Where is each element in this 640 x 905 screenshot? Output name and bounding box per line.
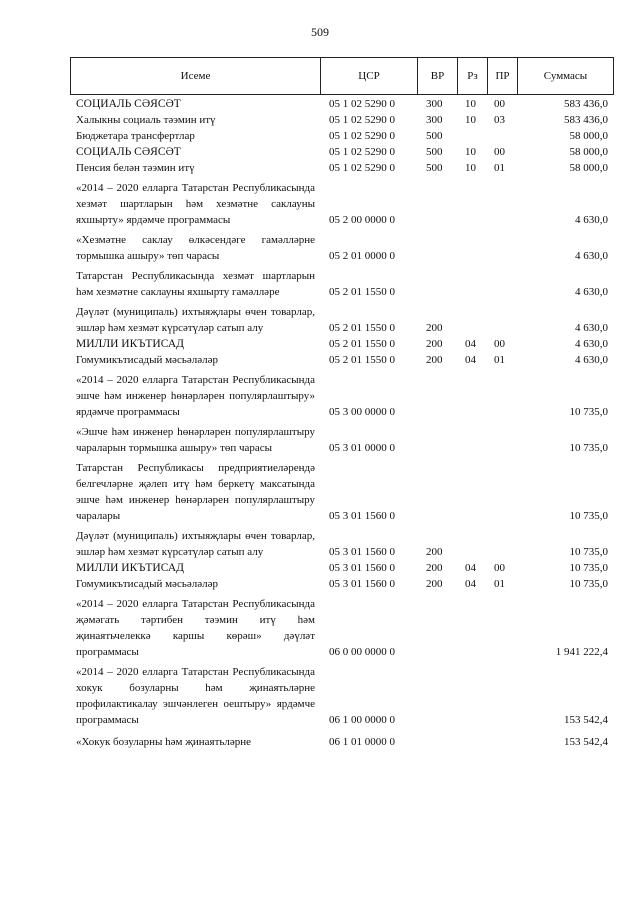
row-name: «Хокук бозуларны һәм җинаятьләрне: [76, 736, 252, 748]
row-sum: 10 735,0: [569, 546, 608, 558]
header-csr: ЦСР: [321, 58, 418, 94]
row-csr: 05 1 02 5290 0: [329, 146, 395, 158]
row-pr: 03: [494, 114, 505, 126]
table-row: [70, 304, 614, 336]
row-pr: 00: [494, 146, 505, 158]
row-sum: 1 941 222,4: [555, 646, 608, 658]
row-csr: 05 1 02 5290 0: [329, 130, 395, 142]
row-csr: 06 1 00 0000 0: [329, 714, 395, 726]
table-row: [70, 232, 614, 264]
row-vr: 500: [426, 146, 443, 158]
page-number: 509: [311, 25, 329, 39]
header-pr: ПР: [488, 58, 518, 94]
row-csr: 05 2 01 0000 0: [329, 250, 395, 262]
row-vr: 300: [426, 98, 443, 110]
row-csr: 05 2 01 1550 0: [329, 322, 395, 334]
row-name: СОЦИАЛЬ СӘЯСӘТ: [76, 98, 181, 110]
row-sum: 10 735,0: [569, 406, 608, 418]
table-row: [70, 160, 614, 176]
row-vr: 200: [426, 322, 443, 334]
table-row: [70, 144, 614, 160]
row-vr: 200: [426, 354, 443, 366]
row-name: МИЛЛИ ИКЪТИСАД: [76, 338, 184, 350]
table-row: [70, 180, 614, 228]
table-row: [70, 336, 614, 352]
table-row: [70, 112, 614, 128]
row-csr: 06 0 00 0000 0: [329, 646, 395, 658]
row-csr: 05 2 01 1550 0: [329, 286, 395, 298]
row-sum: 4 630,0: [575, 322, 608, 334]
row-csr: 06 1 01 0000 0: [329, 736, 395, 748]
row-sum: 4 630,0: [575, 250, 608, 262]
table-row: [70, 128, 614, 144]
table-row: [70, 560, 614, 576]
header-vr: ВР: [418, 58, 458, 94]
table-row: [70, 528, 614, 560]
row-sum: 4 630,0: [575, 338, 608, 350]
row-sum: 4 630,0: [575, 354, 608, 366]
row-name: Халыкны социаль тәэмин итү: [76, 114, 216, 126]
row-name: Дәүләт (муниципаль) ихтыяҗлары өчен товарлар, эшләр һәм хезмәт күрсәтүләр сатып алу: [76, 530, 315, 558]
row-vr: 300: [426, 114, 443, 126]
row-csr: 05 3 01 1560 0: [329, 578, 395, 590]
table-body: [70, 96, 614, 750]
row-pr: 01: [494, 354, 505, 366]
row-name: Татарстан Республикасында хезмәт шартларын һәм хезмәтне саклауны яхшырту гамәлләре: [76, 270, 315, 298]
row-rz: 10: [465, 98, 476, 110]
row-pr: 00: [494, 562, 505, 574]
row-name: «2014 – 2020 елларга Татарстан Республикасында эшче һәм инженер һөнәрләрен популярлаштыру» ярдәмче программасы: [76, 374, 315, 418]
row-csr: 05 2 01 1550 0: [329, 354, 395, 366]
row-pr: 01: [494, 162, 505, 174]
row-rz: 04: [465, 354, 476, 366]
row-csr: 05 3 01 1560 0: [329, 562, 395, 574]
row-sum: 10 735,0: [569, 562, 608, 574]
header-name: Исеме: [71, 58, 321, 94]
table-row: [70, 734, 614, 750]
row-vr: 200: [426, 546, 443, 558]
row-vr: 200: [426, 338, 443, 350]
row-sum: 10 735,0: [569, 442, 608, 454]
row-name: Бюджетара трансфертлар: [76, 130, 195, 142]
row-sum: 153 542,4: [564, 714, 608, 726]
row-sum: 58 000,0: [569, 130, 608, 142]
row-sum: 10 735,0: [569, 510, 608, 522]
row-name: МИЛЛИ ИКЪТИСАД: [76, 562, 184, 574]
header-rz: Рз: [458, 58, 488, 94]
row-rz: 04: [465, 338, 476, 350]
row-name: Пенсия белән тәэмин итү: [76, 162, 195, 174]
table-row: [70, 424, 614, 456]
row-rz: 04: [465, 562, 476, 574]
row-name: Гомумикътисадый мәсьәләләр: [76, 578, 218, 590]
row-csr: 05 1 02 5290 0: [329, 114, 395, 126]
table-row: [70, 96, 614, 112]
row-rz: 04: [465, 578, 476, 590]
row-sum: 583 436,0: [564, 114, 608, 126]
row-csr: 05 3 00 0000 0: [329, 406, 395, 418]
row-rz: 10: [465, 162, 476, 174]
table-header: [70, 57, 614, 95]
row-csr: 05 1 02 5290 0: [329, 98, 395, 110]
row-name: Дәүләт (муниципаль) ихтыяҗлары өчен товарлар, эшләр һәм хезмәт күрсәтүләр сатып алу: [76, 306, 315, 334]
table-row: [70, 268, 614, 300]
row-csr: 05 1 02 5290 0: [329, 162, 395, 174]
row-csr: 05 3 01 1560 0: [329, 546, 395, 558]
row-vr: 500: [426, 162, 443, 174]
row-sum: 153 542,4: [564, 736, 608, 748]
table-row: [70, 372, 614, 420]
row-name: Гомумикътисадый мәсьәләләр: [76, 354, 218, 366]
row-csr: 05 3 01 1560 0: [329, 510, 395, 522]
row-sum: 58 000,0: [569, 146, 608, 158]
row-name: «2014 – 2020 елларга Татарстан Республикасында хокук бозуларны һәм җинаятьләрне профилактикалау эшчәнлеген оештыру» ярдәмче программасы: [76, 666, 315, 726]
row-pr: 00: [494, 98, 505, 110]
row-sum: 583 436,0: [564, 98, 608, 110]
row-csr: 05 2 00 0000 0: [329, 214, 395, 226]
row-vr: 500: [426, 130, 443, 142]
row-pr: 01: [494, 578, 505, 590]
table-row: [70, 460, 614, 524]
row-sum: 4 630,0: [575, 214, 608, 226]
row-csr: 05 3 01 0000 0: [329, 442, 395, 454]
row-sum: 10 735,0: [569, 578, 608, 590]
row-sum: 4 630,0: [575, 286, 608, 298]
row-name: СОЦИАЛЬ СӘЯСӘТ: [76, 146, 181, 158]
row-vr: 200: [426, 578, 443, 590]
table-row: [70, 576, 614, 592]
row-pr: 00: [494, 338, 505, 350]
row-csr: 05 2 01 1550 0: [329, 338, 395, 350]
row-sum: 58 000,0: [569, 162, 608, 174]
row-rz: 10: [465, 146, 476, 158]
row-name: «2014 – 2020 елларга Татарстан Республикасында җәмәгать тәртибен тәэмин итү һәм җинаятьчелеккә каршы көрәш» дәүләт программасы: [76, 598, 315, 658]
row-name: «Хезмәтне саклау өлкәсендәге гамәлләрне тормышка ашыру» төп чарасы: [76, 234, 315, 262]
table-row: [70, 664, 614, 728]
header-sum: Суммасы: [543, 70, 588, 82]
row-name: Татарстан Республикасы предприятиеләрендә белгечләрне җәлеп итү һәм беркетү максатында эшче һәм инженер һөнәрләрен популярлаштыру чаралары: [76, 462, 315, 522]
table-row: [70, 352, 614, 368]
row-rz: 10: [465, 114, 476, 126]
row-vr: 200: [426, 562, 443, 574]
table-row: [70, 596, 614, 660]
row-name: «Эшче һәм инженер һөнәрләрен популярлаштыру чараларын тормышка ашыру» төп чарасы: [76, 426, 315, 454]
row-name: «2014 – 2020 елларга Татарстан Республикасында хезмәт шартларын һәм хезмәтне саклауны яхшырту» ярдәмче программасы: [76, 182, 315, 226]
